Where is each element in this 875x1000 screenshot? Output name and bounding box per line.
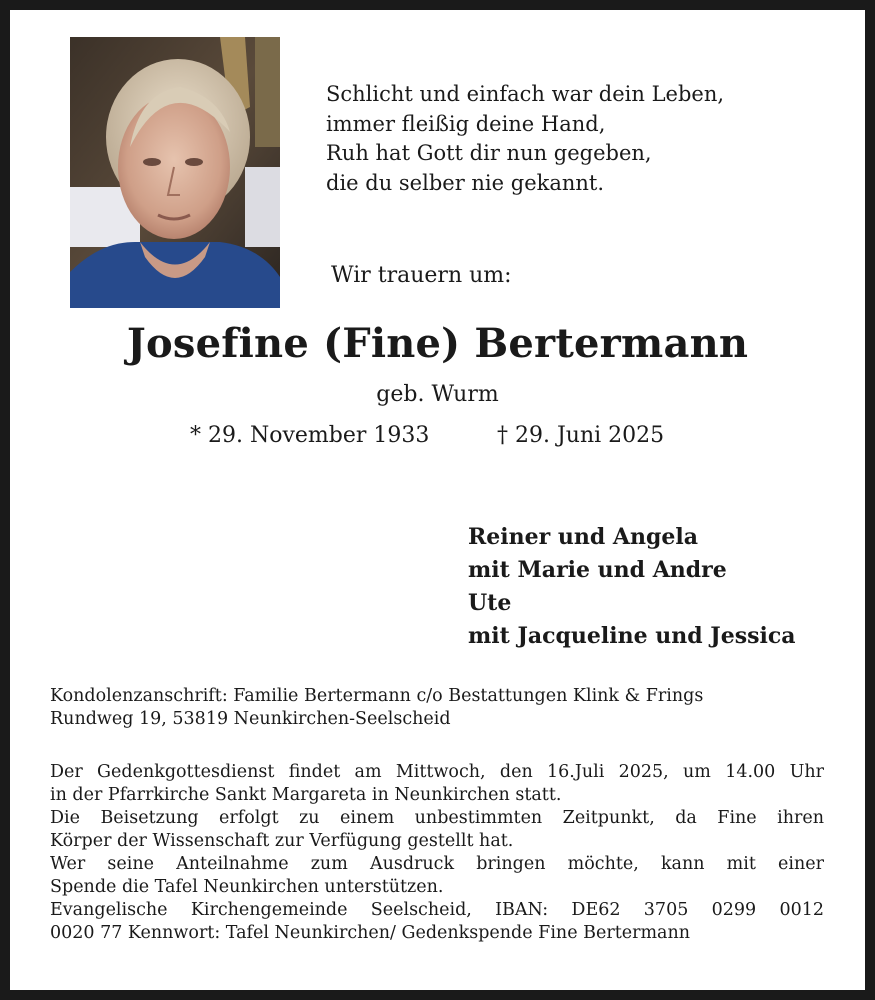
death-date: † 29. Juni 2025 (497, 423, 665, 448)
family-signature (468, 521, 795, 653)
service-line: Wer seine Anteilnahme zum Ausdruck bringen möchte, kann mit einer (50, 854, 824, 874)
family-line: Ute (468, 590, 512, 616)
service-line: Spende die Tafel Neunkirchen unterstützen. (50, 877, 444, 897)
poem-line: Ruh hat Gott dir nun gegeben, (326, 141, 652, 165)
service-line: Körper der Wissenschaft zur Verfügung gestellt hat. (50, 831, 514, 851)
mourning-intro: Wir trauern um: (331, 263, 512, 288)
condolence-line: Kondolenzanschrift: Familie Bertermann c/o Bestattungen Klink & Frings (50, 686, 704, 706)
condolence-line: Rundweg 19, 53819 Neunkirchen-Seelscheid (50, 709, 451, 729)
service-line: Der Gedenkgottesdienst findet am Mittwoch, den 16.Juli 2025, um 14.00 Uhr (50, 762, 824, 782)
birth-date: * 29. November 1933 (190, 423, 430, 448)
family-line: Reiner und Angela (468, 524, 698, 550)
condolence-address (50, 685, 703, 731)
service-line: 0020 77 Kennwort: Tafel Neunkirchen/ Gedenkspende Fine Bertermann (50, 923, 691, 943)
service-line: in der Pfarrkirche Sankt Margareta in Neunkirchen statt. (50, 785, 562, 805)
poem-line: Schlicht und einfach war dein Leben, (326, 82, 725, 106)
poem (326, 80, 724, 198)
service-information (50, 761, 824, 945)
poem-line: die du selber nie gekannt. (326, 170, 605, 195)
poem-line: immer fleißig deine Hand, (326, 111, 606, 136)
obituary-card (10, 10, 865, 990)
deceased-name: Josefine (Fine) Bertermann (126, 320, 749, 367)
service-line: Evangelische Kirchengemeinde Seelscheid, IBAN: DE62 3705 0299 0012 (50, 900, 824, 920)
family-line: mit Marie und Andre (468, 557, 727, 583)
birth-name: geb. Wurm (376, 382, 499, 407)
service-line: Die Beisetzung erfolgt zu einem unbestimmten Zeitpunkt, da Fine ihren (50, 808, 824, 828)
family-line: mit Jacqueline und Jessica (468, 623, 796, 649)
portrait-photo (70, 37, 280, 308)
